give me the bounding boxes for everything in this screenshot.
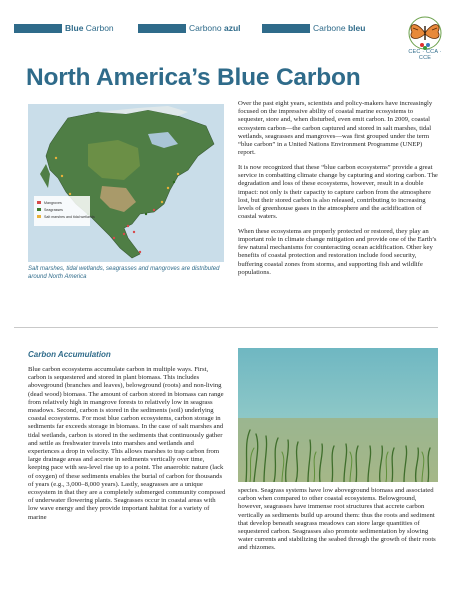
intro-paragraph: Over the past eight years, scientists and policy-makers have increasingly focused on the impressive ability of coastal marine ecosystems to sequester, store and, when disturbed, even emit carbon. In 2009, coastal ecosystem carbon—the carbon captured and stored in salt marshes, tidal wetlands, seagrasses and mangroves—was first grouped under the term “blue carbon” in a United Nations Environment Programme (UNEP) report. [238,100,433,157]
intro-paragraph: When these ecosystems are properly protected or restored, they play an important role in climate change mitigation and provide one of the Earth’s few natural mechanisms for counteracting ocean acidification. Other key benefits of coastal protection and restoration include food security, buffering coastal zones from storms, and supporting fish and wildlife populations. [238,227,437,276]
intro-text [238,100,438,284]
language-strong: Blue [65,23,84,33]
legend-swatch-salt-marshes [37,215,41,218]
language-strong: bleu [347,23,366,33]
section-body-left: Blue carbon ecosystems accumulate carbon in multiple ways. First, carbon is sequestered and stored in plant biomass. This includes aboveground (branches and leaves), belowground (roots) and non-living (dead wood) biomass. The amount of carbon stored in biomass can range from relatively high in mangrove forests to relatively low in seagrass meadows. Second, carbon is stored in the sediments (soil) underlying coastal ecosystems. For most blue carbon ecosystems, carbon storage in sediments far exceeds storage in biomass. In the case of salt marshes and tidal wetlands, carbon is stored in the sediments that continuously gather and settle as freshwater travels into marshes and wetlands and experiences a drop in velocity. This allows marshes to trap carbon from large drainage areas and accrete in sediments vertically over time, keeping pace with sea-level rise up to a point. The anaerobic nature (lack of oxygen) of these sediments enables the burial of carbon for thousands of years (e.g., 3,000–8,000 years). Lastly, seagrasses are a unique ecosystem in that they are a completely submerged community composed of underwater flowering plants. Seagrasses occur in coastal areas with low wave energy and they provide important habitat for a variety of marine [28,366,226,521]
language-label-english [14,22,114,34]
language-label-french [262,22,365,34]
logo-caption: CEC · CCA · CCE [408,49,442,61]
section-divider [14,327,438,328]
legend-swatch-mangroves [37,201,41,204]
seagrass-photo [238,348,438,482]
intro-paragraph: It is now recognized that these “blue carbon ecosystems” provide a great service in combatting climate change by capturing and storing carbon. The degradation and loss of these ecosystems, however, result in a double impact: not only is their capacity to capture carbon from the atmosphere lost, but their stored carbon is also released, contributing to increasing levels of greenhouse gases in the atmosphere and the acidification of coastal waters. [238,163,438,221]
language-swatch [14,24,62,33]
legend-salt-marshes: Salt marshes and tidal wetlands [44,215,95,219]
language-strong: azul [223,23,241,33]
language-rest: Carbon [83,23,114,33]
language-label-spanish [138,22,241,34]
language-swatch [138,24,186,33]
legend-seagrasses: Seagrasses [44,208,63,212]
section-heading: Carbon Accumulation [28,350,111,359]
page-title: North America’s Blue Carbon [26,64,361,91]
map-caption: Salt marshes, tidal wetlands, seagrasses and mangroves are distributed around North America [28,266,220,280]
language-swatch [262,24,310,33]
language-rest: Carbone [313,23,348,33]
legend-mangroves: Mangroves [44,201,62,205]
language-rest: Carbono [189,23,224,33]
butterfly-icon [402,12,448,52]
north-america-map [28,104,224,262]
legend-swatch-seagrasses [37,208,41,211]
section-body-right: species. Seagrass systems have low aboveground biomass and associated carbon when compared to other coastal ecosystems. Belowground, however, seagrasses have immense root structures that accrete carbon vertically as sediments build up around them: thus the roots and sediment that develop beneath seagrass meadows can store large quantities of sequestered carbon. Seagrasses also promote sedimentation by slowing water currents and stabilizing the seabed through the growth of their roots and rhizomes. [238,487,436,552]
